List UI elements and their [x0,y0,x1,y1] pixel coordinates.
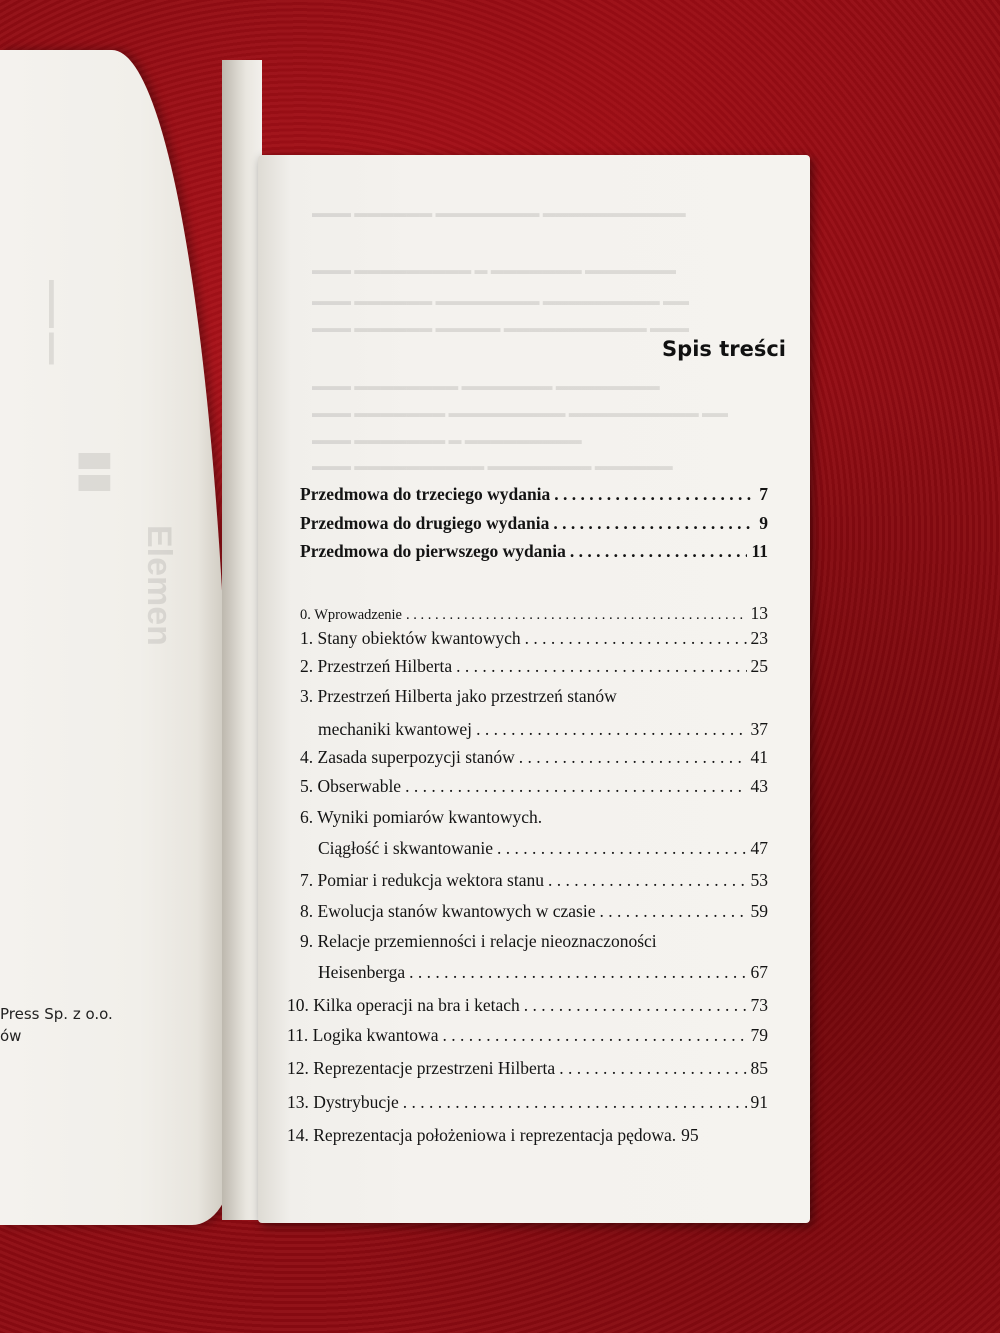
show-through-lines: ▬▬▬ ▬▬▬▬▬▬ ▬▬▬▬▬▬▬▬ ▬▬▬▬▬▬▬▬▬▬▬ [312,205,686,220]
imprint-line: ów [0,1027,22,1045]
toc-entry [287,1092,768,1113]
toc-leader-dots [599,901,746,922]
toc-entry-page: 11 [751,541,768,561]
toc-entry-page: 41 [750,747,768,767]
toc-entry [300,603,768,624]
toc-entry-label: 11. Logika kwantowa [287,1025,439,1045]
show-through-text: Elemen [140,525,178,646]
toc-leader-dots [570,541,748,562]
toc-entry-label: mechaniki kwantowej [318,719,473,739]
toc-entry [300,513,768,534]
toc-entry-page: 73 [750,995,768,1015]
toc-entry-page: 67 [750,962,768,982]
toc-entry-page: 47 [750,838,768,858]
toc-entry [300,628,768,649]
toc-entry-label: Przedmowa do trzeciego wydania [300,484,551,504]
show-through-lines: ▬▬▬ ▬▬▬▬▬▬▬▬▬▬ ▬▬▬▬▬▬▬▬ ▬▬▬▬▬▬ [312,458,673,473]
toc-entry-page: 91 [750,1092,768,1112]
show-through-lines: ▬▬▬ ▬▬▬▬▬▬▬ ▬ ▬▬▬▬▬▬▬▬▬ [312,432,582,447]
toc-entry-label: Heisenberga [318,962,406,982]
toc-entry-label: 14. Reprezentacja położeniowa i reprezentacja pędowa. [287,1125,677,1145]
toc-entry [300,541,768,562]
toc-entry-label: 7. Pomiar i redukcja wektora stanu [300,870,544,890]
toc-entry-page: 85 [750,1058,768,1078]
toc-entry-page: 79 [750,1025,768,1045]
toc-entry-label: 10. Kilka operacji na bra i ketach [287,995,520,1015]
toc-entry-first-line: 9. Relacje przemienności i relacje nieoznaczoności [300,931,657,951]
toc-leader-dots [519,747,747,768]
toc-leader-dots [409,962,746,983]
show-through-lines: ▬▬▬ ▬▬▬▬▬▬▬▬ ▬▬▬▬▬▬▬ ▬▬▬▬▬▬▬▬ [312,378,660,393]
toc-entry-page: 37 [750,719,768,739]
show-through-lines: ▬▬▬ ▬▬▬▬▬▬ ▬▬▬▬▬ ▬▬▬▬▬▬▬▬▬▬▬ ▬▬▬ [312,320,689,335]
toc-entry-label: 2. Przestrzeń Hilberta [300,656,453,676]
toc-entry-first-line: 6. Wyniki pomiarów kwantowych. [300,807,543,827]
left-page [0,50,232,1225]
toc-entry [287,1125,787,1146]
toc-leader-dots [476,719,746,740]
toc-entry-first-line: 3. Przestrzeń Hilberta jako przestrzeń stanów [300,686,617,706]
toc-entry-page: 13 [750,603,768,623]
toc-leader-dots [548,870,747,891]
toc-leader-dots [406,607,747,624]
toc-entry-label: 5. Obserwable [300,776,402,796]
book-gutter [222,60,262,1220]
toc-entry-page: 23 [750,628,768,648]
toc-entry [300,484,768,505]
show-through-text: ▬▬▬ ▬▬ [45,280,62,365]
toc-entry-page: 53 [750,870,768,890]
toc-entry-label: Przedmowa do pierwszego wydania [300,541,566,561]
toc-entry-label: Przedmowa do drugiego wydania [300,513,550,533]
toc-leader-dots [553,513,755,534]
toc-entry [287,995,768,1016]
toc-entry [287,1058,768,1079]
toc-leader-dots [442,1025,746,1046]
toc-entry-label: 0. Wprowadzenie [300,607,402,623]
toc-entry-page: 43 [750,776,768,796]
toc-entry-label: 4. Zasada superpozycji stanów [300,747,515,767]
toc-leader-dots [497,838,747,859]
imprint-line: Press Sp. z o.o. [0,1005,113,1023]
toc-entry [300,870,768,891]
toc-entry [300,656,768,677]
toc-entry-label: 1. Stany obiektów kwantowych [300,628,521,648]
show-through-lines: ▬▬▬ ▬▬▬▬▬▬▬ ▬▬▬▬▬▬▬▬▬ ▬▬▬▬▬▬▬▬▬▬ ▬▬ [312,405,728,420]
left-page-imprint [0,1003,113,1047]
toc-leader-dots [456,656,746,677]
toc-leader-dots [405,776,746,797]
toc-entry-label: 12. Reprezentacje przestrzeni Hilberta [287,1058,556,1078]
toc-leader-dots [559,1058,746,1079]
toc-entry-label: Ciągłość i skwantowanie [318,838,493,858]
toc-entry [318,719,768,740]
show-through-lines: ▬▬▬ ▬▬▬▬▬▬▬▬▬ ▬ ▬▬▬▬▬▬▬ ▬▬▬▬▬▬▬ [312,262,676,277]
toc-entry [287,1025,768,1046]
toc-entry-label: 8. Ewolucja stanów kwantowych w czasie [300,901,596,921]
toc-leader-dots [403,1092,747,1113]
toc-leader-dots [554,484,755,505]
show-through-lines: ▬▬▬ ▬▬▬▬▬▬ ▬▬▬▬▬▬▬▬ ▬▬▬▬▬▬▬▬▬ ▬▬ [312,293,689,308]
toc-entry [300,776,768,797]
toc-entry-page: 7 [759,484,768,504]
toc-entry-page: 25 [750,656,768,676]
show-through-text: ▮▮ [75,450,119,495]
toc-entry-label: 13. Dystrybucje [287,1092,399,1112]
toc-entry [318,838,768,859]
toc-title: Spis treści [662,337,786,361]
toc-entry [318,962,768,983]
toc-leader-dots [525,628,747,649]
toc-entry-page: 95 [681,1125,699,1145]
toc-entry-page: 9 [759,513,768,533]
toc-leader-dots [524,995,747,1016]
toc-entry [300,747,768,768]
toc-entry-page: 59 [750,901,768,921]
toc-entry [300,901,768,922]
